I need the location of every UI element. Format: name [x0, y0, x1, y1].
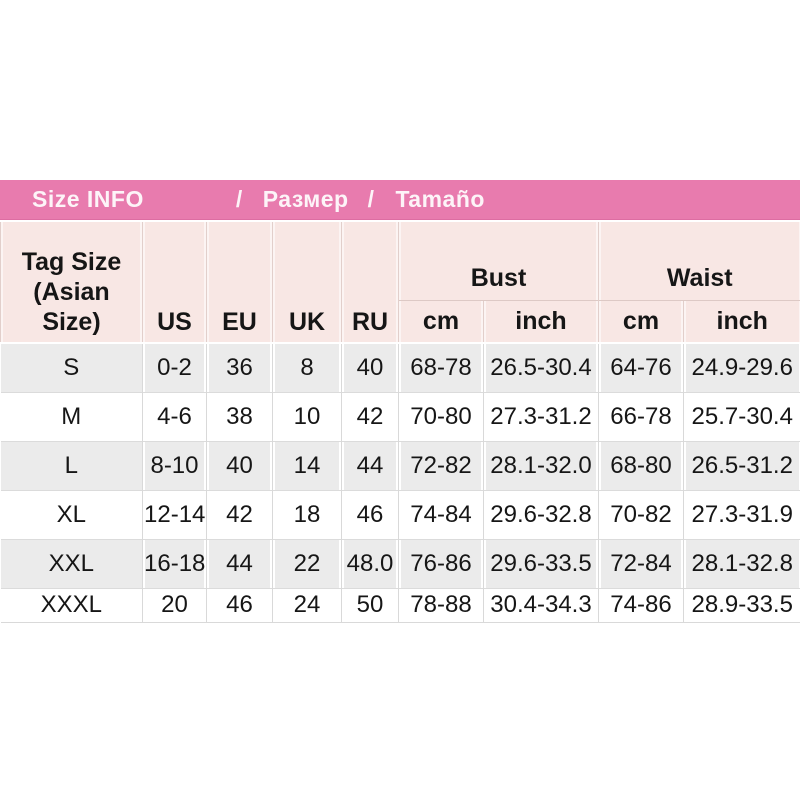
title-separator-2: / — [367, 186, 375, 212]
size-info-title-bar — [0, 180, 800, 220]
cell-bust-inch: 27.3-31.2 — [484, 392, 599, 441]
cell-bust-inch: 26.5-30.4 — [484, 343, 599, 392]
header-tag-size-line2: (Asian — [33, 278, 110, 306]
header-tag-size-line3: Size) — [42, 308, 101, 336]
cell-bust-cm: 74-84 — [399, 490, 484, 539]
header-bust-inch: inch — [484, 300, 599, 343]
cell-eu: 36 — [207, 343, 273, 392]
table-row-l — [1, 441, 800, 490]
table-row-xxl — [1, 539, 800, 588]
header-tag-size — [1, 222, 143, 343]
title-tamano: Tamaño — [395, 186, 485, 212]
header-waist-inch: inch — [684, 300, 800, 343]
cell-eu: 44 — [207, 539, 273, 588]
cell-tag: XL — [1, 490, 143, 539]
cell-tag: M — [1, 392, 143, 441]
cell-tag: S — [1, 343, 143, 392]
cell-bust-cm: 72-82 — [399, 441, 484, 490]
title-size-info: Size INFO — [32, 186, 144, 212]
cell-us: 0-2 — [143, 343, 207, 392]
cell-eu: 40 — [207, 441, 273, 490]
header-waist: Waist — [599, 222, 800, 300]
header-eu: EU — [207, 222, 273, 343]
cell-bust-cm: 76-86 — [399, 539, 484, 588]
cell-uk: 10 — [273, 392, 342, 441]
cell-bust-inch: 29.6-33.5 — [484, 539, 599, 588]
header-us: US — [143, 222, 207, 343]
cell-waist-inch: 27.3-31.9 — [684, 490, 800, 539]
cell-tag: XXXL — [1, 588, 143, 622]
cell-ru: 50 — [342, 588, 399, 622]
cell-bust-inch: 29.6-32.8 — [484, 490, 599, 539]
header-tag-size-line1: Tag Size — [21, 248, 122, 276]
cell-us: 20 — [143, 588, 207, 622]
cell-waist-inch: 28.9-33.5 — [684, 588, 800, 622]
cell-ru: 44 — [342, 441, 399, 490]
table-row-xl — [1, 490, 800, 539]
cell-uk: 18 — [273, 490, 342, 539]
table-row-xxxl — [1, 588, 800, 622]
cell-waist-inch: 25.7-30.4 — [684, 392, 800, 441]
table-row-s — [1, 343, 800, 392]
size-chart-table — [0, 222, 800, 623]
cell-bust-inch: 30.4-34.3 — [484, 588, 599, 622]
cell-waist-inch: 28.1-32.8 — [684, 539, 800, 588]
cell-uk: 8 — [273, 343, 342, 392]
cell-us: 8-10 — [143, 441, 207, 490]
cell-tag: XXL — [1, 539, 143, 588]
cell-waist-cm: 68-80 — [599, 441, 684, 490]
header-waist-cm: cm — [599, 300, 684, 343]
cell-ru: 48.0 — [342, 539, 399, 588]
title-separator-1: / — [235, 186, 243, 212]
header-uk: UK — [273, 222, 342, 343]
cell-bust-cm: 78-88 — [399, 588, 484, 622]
cell-eu: 38 — [207, 392, 273, 441]
cell-uk: 14 — [273, 441, 342, 490]
table-row-m — [1, 392, 800, 441]
cell-eu: 46 — [207, 588, 273, 622]
cell-waist-cm: 74-86 — [599, 588, 684, 622]
cell-bust-cm: 70-80 — [399, 392, 484, 441]
cell-uk: 22 — [273, 539, 342, 588]
header-bust: Bust — [399, 222, 599, 300]
cell-tag: L — [1, 441, 143, 490]
title-razmer: Размер — [262, 186, 349, 212]
cell-waist-inch: 24.9-29.6 — [684, 343, 800, 392]
cell-ru: 40 — [342, 343, 399, 392]
header-bust-cm: cm — [399, 300, 484, 343]
cell-us: 12-14 — [143, 490, 207, 539]
cell-eu: 42 — [207, 490, 273, 539]
cell-ru: 46 — [342, 490, 399, 539]
cell-ru: 42 — [342, 392, 399, 441]
header-ru: RU — [342, 222, 399, 343]
cell-us: 4-6 — [143, 392, 207, 441]
cell-uk: 24 — [273, 588, 342, 622]
cell-waist-cm: 66-78 — [599, 392, 684, 441]
cell-waist-cm: 72-84 — [599, 539, 684, 588]
cell-bust-inch: 28.1-32.0 — [484, 441, 599, 490]
header-row-1 — [1, 222, 800, 300]
cell-us: 16-18 — [143, 539, 207, 588]
cell-bust-cm: 68-78 — [399, 343, 484, 392]
cell-waist-cm: 70-82 — [599, 490, 684, 539]
cell-waist-inch: 26.5-31.2 — [684, 441, 800, 490]
cell-waist-cm: 64-76 — [599, 343, 684, 392]
